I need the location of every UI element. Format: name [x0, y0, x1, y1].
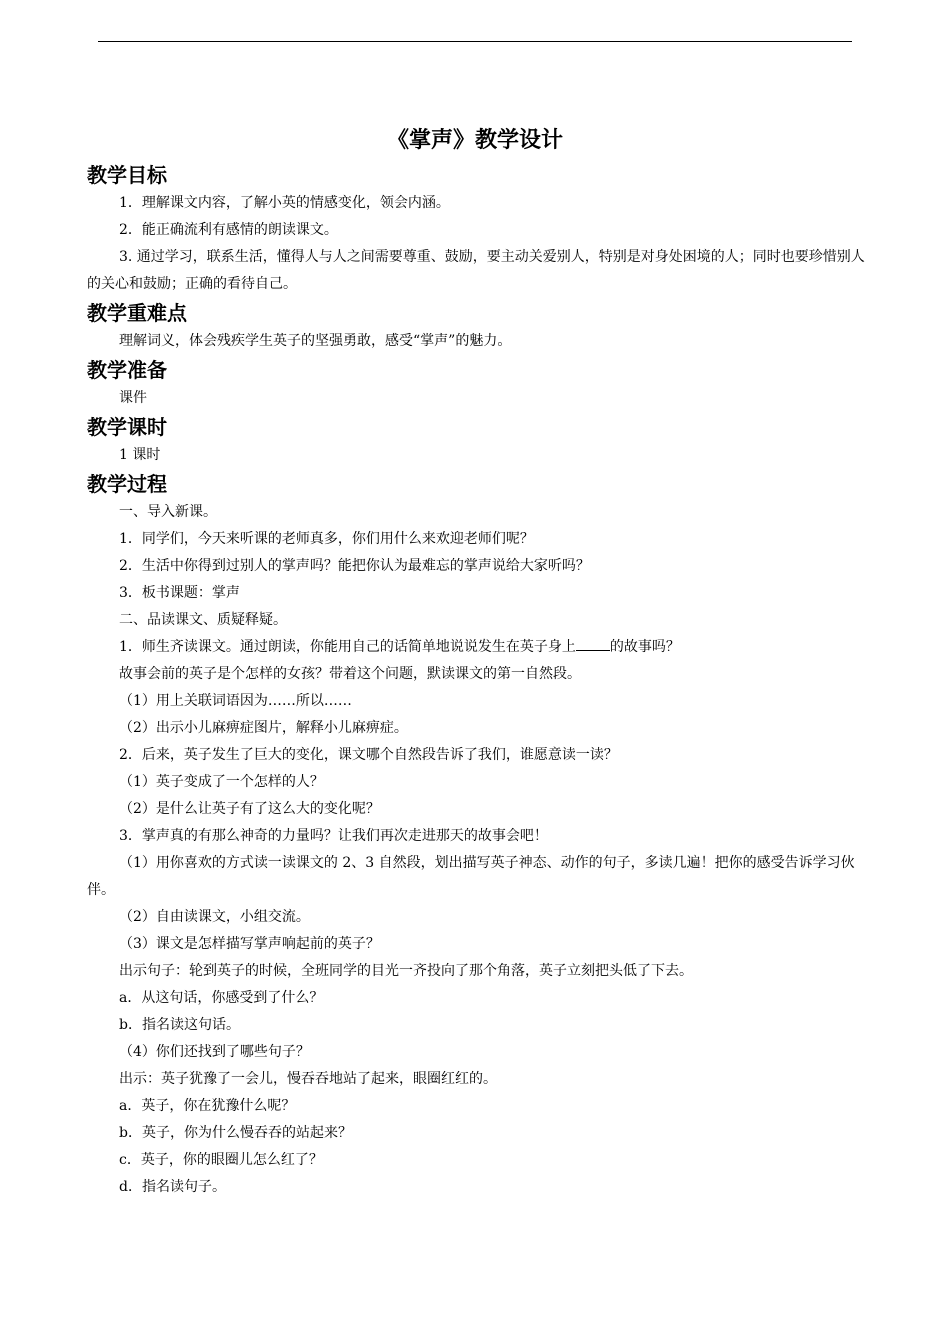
process-paragraph: （1）用你喜欢的方式读一读课文的 2、3 自然段，划出描写英子神态、动作的句子，多读几遍！把你的感受告诉学习伙伴。 — [87, 855, 855, 898]
process-paragraph: （1）英子变成了一个怎样的人？ — [119, 774, 324, 790]
key-points-text: 理解词义，体会残疾学生英子的坚强勇敢，感受“掌声”的魅力。 — [119, 333, 512, 349]
fill-in-blank — [576, 635, 610, 651]
header-rule — [98, 41, 852, 42]
process-paragraph: b．指名读这句话。 — [119, 1017, 240, 1033]
process-text: 1．师生齐读课文。通过朗读，你能用自己的话简单地说说发生在英子身上 — [119, 639, 576, 655]
process-paragraph: d．指名读句子。 — [119, 1179, 226, 1195]
goal-item: 1．理解课文内容，了解小英的情感变化，领会内涵。 — [119, 195, 450, 211]
process-paragraph: 2．生活中你得到过别人的掌声吗？能把你认为最难忘的掌声说给大家听吗？ — [119, 558, 590, 574]
process-paragraph: （4）你们还找到了哪些句子？ — [119, 1044, 310, 1060]
process-text: 的故事吗？ — [609, 639, 680, 655]
process-paragraph: c．英子，你的眼圈儿怎么红了？ — [119, 1152, 323, 1168]
document-body — [87, 120, 865, 1201]
goal-item: 2．能正确流利有感情的朗读课文。 — [119, 222, 338, 238]
process-paragraph: 3．板书课题：掌声 — [119, 585, 240, 601]
process-paragraph: 出示句子：轮到英子的时候，全班同学的目光一齐投向了那个角落，英子立刻把头低了下去。 — [119, 963, 693, 979]
process-paragraph: （1）用上关联词语因为……所以…… — [119, 693, 352, 709]
hours-text: 1 课时 — [119, 447, 161, 463]
process-paragraph: （3）课文是怎样描写掌声响起前的英子？ — [119, 936, 380, 952]
heading-goals: 教学目标 — [87, 163, 167, 187]
preparation-text: 课件 — [119, 390, 147, 406]
process-paragraph: 3．掌声真的有那么神奇的力量吗？让我们再次走进那天的故事会吧！ — [119, 828, 548, 844]
goal-item: 3. 通过学习，联系生活，懂得人与人之间需要尊重、鼓励，要主动关爱别人，特别是对身处困境的人；同时也要珍惜别人的关心和鼓励；正确的看待自己。 — [87, 249, 865, 292]
process-paragraph: 二、品读课文、质疑释疑。 — [119, 612, 287, 628]
process-paragraph: a．英子，你在犹豫什么呢？ — [119, 1098, 296, 1114]
heading-preparation: 教学准备 — [87, 358, 167, 382]
process-paragraph: b．英子，你为什么慢吞吞的站起来？ — [119, 1125, 352, 1141]
heading-key-points: 教学重难点 — [87, 301, 187, 325]
heading-hours: 教学课时 — [87, 415, 167, 439]
heading-process: 教学过程 — [87, 472, 167, 496]
process-paragraph: （2）自由读课文，小组交流。 — [119, 909, 310, 925]
process-paragraph: 故事会前的英子是个怎样的女孩？带着这个问题，默读课文的第一自然段。 — [119, 666, 581, 682]
process-paragraph: （2）出示小儿麻痹症图片，解释小儿麻痹症。 — [119, 720, 408, 736]
process-paragraph: 一、导入新课。 — [119, 504, 217, 520]
process-paragraph: 2．后来，英子发生了巨大的变化，课文哪个自然段告诉了我们，谁愿意读一读？ — [119, 747, 618, 763]
process-paragraph — [87, 634, 865, 661]
page-title: 《掌声》教学设计 — [386, 127, 563, 153]
process-paragraph: （2）是什么让英子有了这么大的变化呢？ — [119, 801, 380, 817]
process-paragraph: 1．同学们，今天来听课的老师真多，你们用什么来欢迎老师们呢？ — [119, 531, 534, 547]
process-paragraph: a．从这句话，你感受到了什么？ — [119, 990, 324, 1006]
process-paragraph: 出示：英子犹豫了一会儿，慢吞吞地站了起来，眼圈红红的。 — [119, 1071, 497, 1087]
